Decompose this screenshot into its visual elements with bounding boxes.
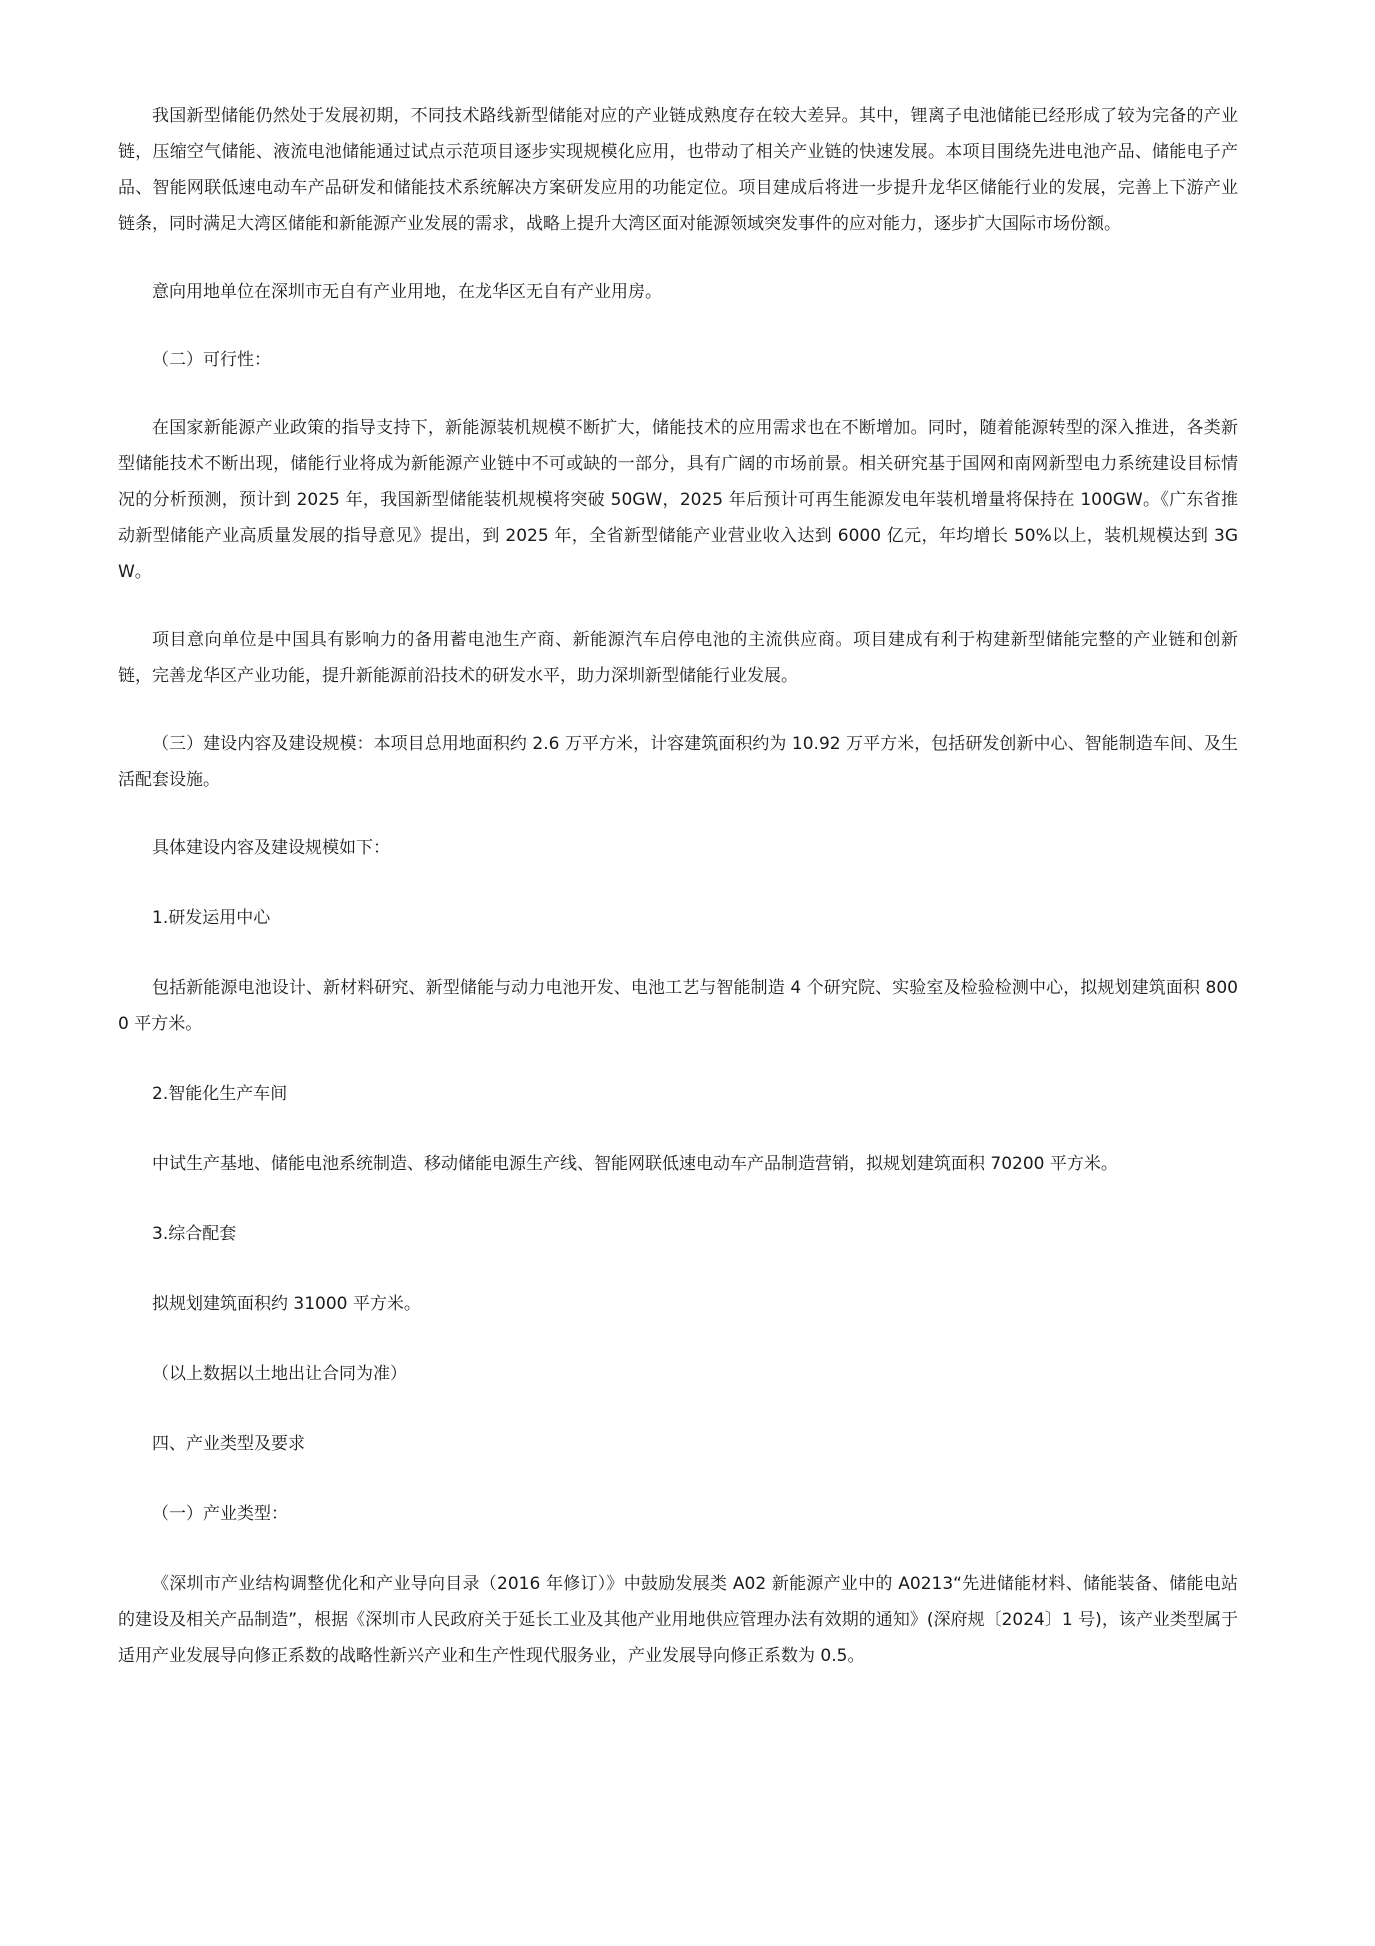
paragraph-rd-center: 包括新能源电池设计、新材料研究、新型储能与动力电池开发、电池工艺与智能制造 4 个研究院、实验室及检验检测中心，拟规划建筑面积 8000 平方米。	[118, 978, 1238, 1034]
paragraph-construction-scale: （三）建设内容及建设规模：本项目总用地面积约 2.6 万平方米，计容建筑面积约为 10.92 万平方米，包括研发创新中心、智能制造车间、及生活配套设施。	[118, 734, 1238, 790]
paragraph-contract-note: （以上数据以土地出让合同为准）	[152, 1364, 407, 1384]
paragraph-industry-background: 我国新型储能仍然处于发展初期，不同技术路线新型储能对应的产业链成熟度存在较大差异。其中，锂离子电池储能已经形成了较为完备的产业链，压缩空气储能、液流电池储能通过试点示范项目逐步实现规模化应用，也带动了相关产业链的快速发展。本项目围绕先进电池产品、储能电子产品、智能网联低速电动车产品研发和储能技术系统解决方案研发应用的功能定位。项目建成后将进一步提升龙华区储能行业的发展，完善上下游产业链条，同时满足大湾区储能和新能源产业发展的需求，战略上提升大湾区面对能源领域突发事件的应对能力，逐步扩大国际市场份额。	[118, 106, 1238, 234]
paragraph-applicant: 项目意向单位是中国具有影响力的备用蓄电池生产商、新能源汽车启停电池的主流供应商。项目建成有利于构建新型储能完整的产业链和创新链，完善龙华区产业功能，提升新能源前沿技术的研发水平，助力深圳新型储能行业发展。	[118, 630, 1238, 686]
paragraph-construction-intro: 具体建设内容及建设规模如下：	[152, 838, 390, 858]
heading-feasibility: （二）可行性：	[152, 350, 271, 370]
heading-supporting-facilities: 3.综合配套	[152, 1224, 237, 1244]
heading-smart-workshop: 2.智能化生产车间	[152, 1084, 288, 1104]
paragraph-feasibility: 在国家新能源产业政策的指导支持下，新能源装机规模不断扩大，储能技术的应用需求也在不断增加。同时，随着能源转型的深入推进，各类新型储能技术不断出现，储能行业将成为新能源产业链中不可或缺的一部分，具有广阔的市场前景。相关研究基于国网和南网新型电力系统建设目标情况的分析预测，预计到 2025 年，我国新型储能装机规模将突破 50GW，2025 年后预计可再生能源发电年装机增量将保持在 100GW。《广东省推动新型储能产业高质量发展的指导意见》提出，到 2025 年，全省新型储能产业营业收入达到 6000 亿元，年均增长 50%以上，装机规模达到 3GW。	[118, 418, 1238, 582]
paragraph-land-status: 意向用地单位在深圳市无自有产业用地，在龙华区无自有产业用房。	[152, 282, 662, 302]
paragraph-industry-type: 《深圳市产业结构调整优化和产业导向目录（2016 年修订）》中鼓励发展类 A02 新能源产业中的 A0213“先进储能材料、储能装备、储能电站的建设及相关产品制造”，根据《深圳市人民政府关于延长工业及其他产业用地供应管理办法有效期的通知》(深府规〔2024〕1 号)，该产业类型属于适用产业发展导向修正系数的战略性新兴产业和生产性现代服务业，产业发展导向修正系数为 0.5。	[118, 1574, 1238, 1666]
paragraph-supporting-facilities: 拟规划建筑面积约 31000 平方米。	[152, 1294, 421, 1314]
heading-rd-center: 1.研发运用中心	[152, 908, 271, 928]
heading-industry-type-requirements: 四、产业类型及要求	[152, 1434, 305, 1454]
paragraph-smart-workshop: 中试生产基地、储能电池系统制造、移动储能电源生产线、智能网联低速电动车产品制造营销，拟规划建筑面积 70200 平方米。	[152, 1154, 1118, 1174]
document-body	[118, 98, 1238, 1674]
heading-industry-type: （一）产业类型：	[152, 1504, 288, 1524]
